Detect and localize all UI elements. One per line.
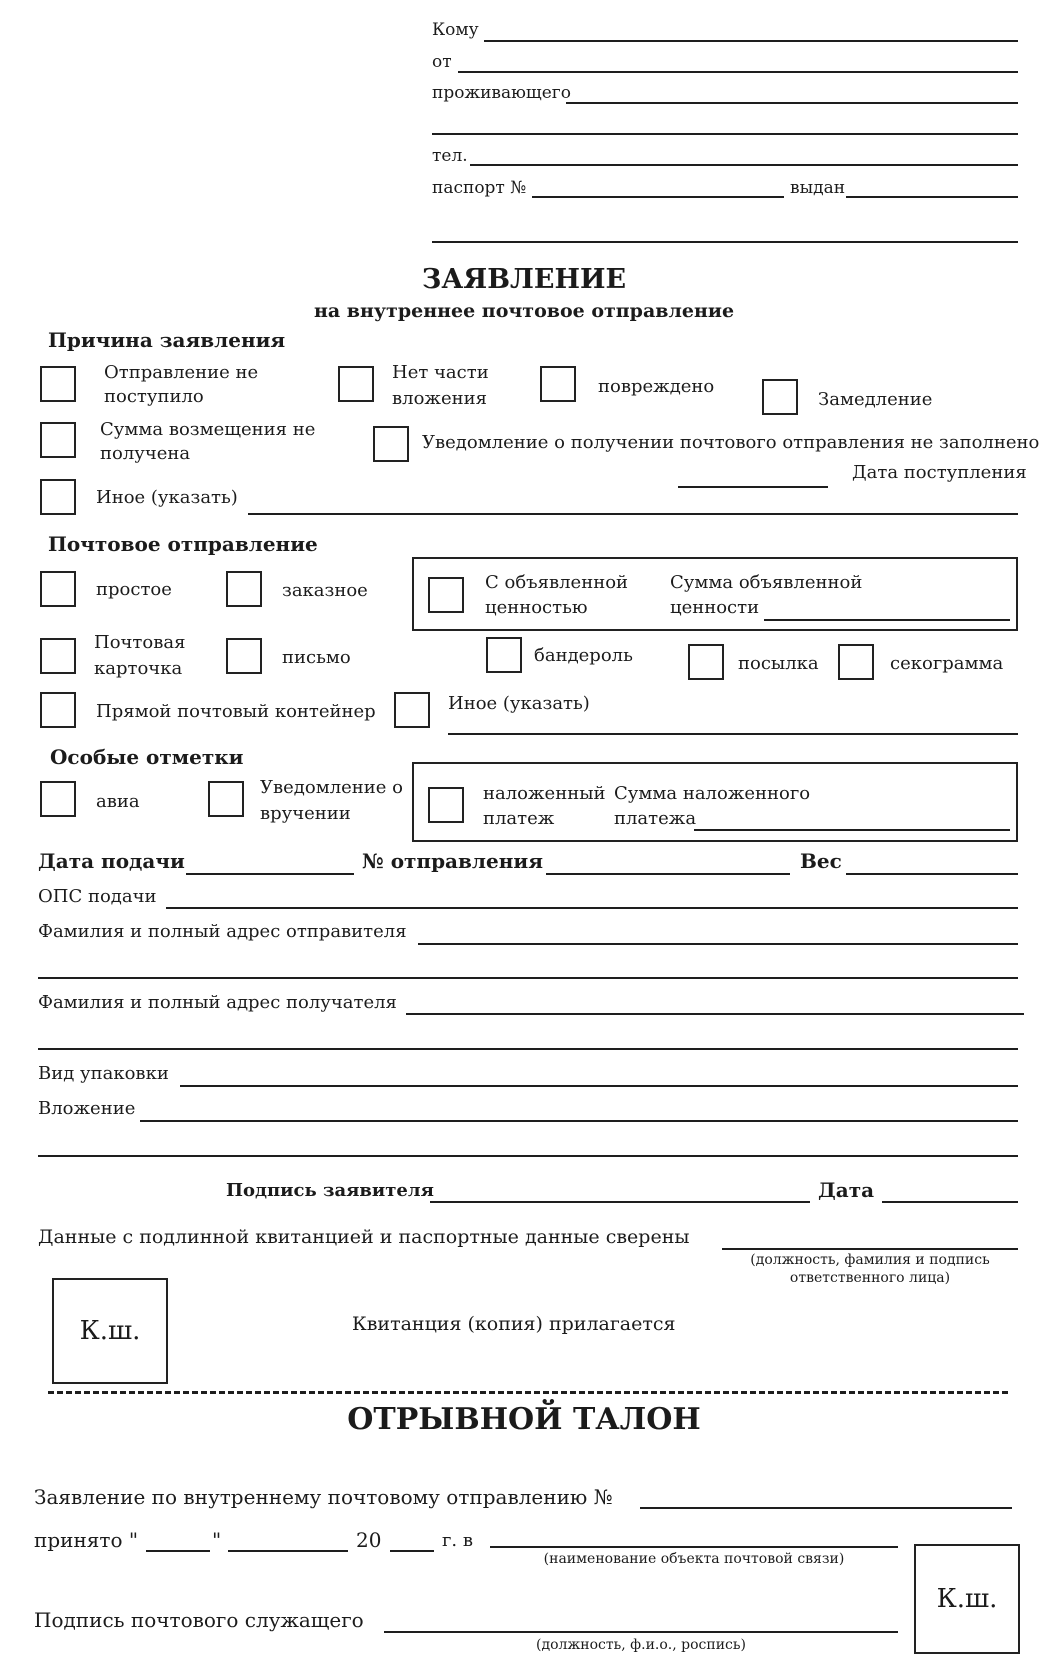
packaging-field[interactable] xyxy=(180,1085,1018,1087)
weight-label: Вес xyxy=(800,849,842,873)
parcel-label: посылка xyxy=(738,653,819,674)
declared-sum-label-line-2: ценности xyxy=(670,597,760,618)
slip-stamp-box xyxy=(914,1544,1020,1654)
cod-label-line-2: платеж xyxy=(483,808,555,829)
issued-label: выдан xyxy=(790,178,846,198)
stamp-label: К.ш. xyxy=(79,1316,141,1346)
missing-part-label-line-2: вложения xyxy=(392,388,487,409)
applicant-signature-label: Подпись заявителя xyxy=(226,1180,434,1201)
slip-day-field[interactable] xyxy=(146,1550,210,1552)
slip-signature-label: Подпись почтового служащего xyxy=(34,1608,364,1632)
phone-field[interactable] xyxy=(470,164,1018,166)
slip-accepted-label: принято " xyxy=(34,1528,139,1552)
sender-field-line-2[interactable] xyxy=(38,977,1018,979)
sender-label: Фамилия и полный адрес отправителя xyxy=(38,921,407,942)
checkbox-letter[interactable] xyxy=(226,638,262,674)
slip-year-prefix: 20 xyxy=(356,1528,382,1552)
air-label: авиа xyxy=(96,791,140,812)
passport-label: паспорт № xyxy=(432,178,527,198)
compensation-label-line-2: получена xyxy=(100,443,191,464)
weight-field[interactable] xyxy=(846,873,1018,875)
declared-value-label: С объявленной xyxy=(485,572,629,593)
cod-label: наложенный xyxy=(483,783,606,804)
declared-sum-label: Сумма объявленной xyxy=(670,572,863,593)
contents-field-line-2[interactable] xyxy=(38,1155,1018,1157)
delivery-notice-label: Уведомление о xyxy=(260,777,404,798)
checkbox-compensation[interactable] xyxy=(40,422,76,458)
recipient-label: Фамилия и полный адрес получателя xyxy=(38,992,397,1013)
from-field[interactable] xyxy=(458,71,1018,73)
checkbox-air[interactable] xyxy=(40,781,76,817)
notice-not-filled-label: Уведомление о получении почтового отправления не заполнено xyxy=(422,432,1040,453)
signature-date-field[interactable] xyxy=(882,1201,1018,1203)
to-label: Кому xyxy=(432,20,479,40)
cod-sum-label-line-2: платежа xyxy=(614,808,697,829)
registered-label: заказное xyxy=(282,580,368,601)
checkbox-postcard[interactable] xyxy=(40,638,76,674)
delivery-notice-label-line-2: вручении xyxy=(260,803,351,824)
checkbox-registered[interactable] xyxy=(226,571,262,607)
secogram-label: секограмма xyxy=(890,653,1004,674)
verified-note-line-2: ответственного лица) xyxy=(789,1270,951,1286)
checkbox-container[interactable] xyxy=(40,692,76,728)
recipient-field-line-2[interactable] xyxy=(38,1048,1018,1050)
slip-claim-number-field[interactable] xyxy=(640,1507,1012,1509)
checkbox-cod[interactable] xyxy=(428,787,464,823)
verified-note: (должность, фамилия и подпись xyxy=(750,1252,990,1268)
slip-year-suffix: г. в xyxy=(442,1530,474,1551)
form-subtitle: на внутреннее почтовое отправление xyxy=(313,300,735,322)
post-office-label: ОПС подачи xyxy=(38,886,157,907)
not-received-label: Отправление не xyxy=(104,362,259,383)
simple-label: простое xyxy=(96,579,172,600)
residing-field-line-2[interactable] xyxy=(432,133,1018,135)
checkbox-small-parcel[interactable] xyxy=(486,637,522,673)
slip-signature-field[interactable] xyxy=(384,1631,898,1633)
checkbox-not-received[interactable] xyxy=(40,366,76,402)
slip-claim-label: Заявление по внутреннему почтовому отправлению № xyxy=(34,1485,613,1509)
issued-field-line-2[interactable] xyxy=(432,241,1018,243)
residing-field[interactable] xyxy=(566,102,1018,104)
not-received-label-line-2: поступило xyxy=(104,386,204,407)
from-label: от xyxy=(432,52,452,72)
checkbox-other-reason[interactable] xyxy=(40,479,76,515)
recipient-field[interactable] xyxy=(406,1013,1024,1015)
submission-date-label: Дата подачи xyxy=(38,849,185,873)
checkbox-other-item[interactable] xyxy=(394,692,430,728)
checkbox-delay[interactable] xyxy=(762,379,798,415)
checkbox-damaged[interactable] xyxy=(540,366,576,402)
other-item-label: Иное (указать) xyxy=(448,693,590,714)
slip-signature-note: (должность, ф.и.о., роспись) xyxy=(536,1637,746,1653)
cod-sum-label: Сумма наложенного xyxy=(614,783,811,804)
checkbox-parcel[interactable] xyxy=(688,644,724,680)
declared-sum-field[interactable] xyxy=(764,619,1010,621)
postcard-label-line-2: карточка xyxy=(94,658,183,679)
other-reason-label: Иное (указать) xyxy=(96,487,238,508)
item-number-field[interactable] xyxy=(546,873,790,875)
arrival-date-field[interactable] xyxy=(678,486,828,488)
checkbox-delivery-notice[interactable] xyxy=(208,781,244,817)
contents-label: Вложение xyxy=(38,1098,136,1119)
container-label: Прямой почтовый контейнер xyxy=(96,701,376,722)
checkbox-notice-not-filled[interactable] xyxy=(373,426,409,462)
item-number-label: № отправления xyxy=(362,849,543,873)
slip-title: ОТРЫВНОЙ ТАЛОН xyxy=(347,1402,701,1437)
delay-label: Замедление xyxy=(818,389,933,410)
sender-field[interactable] xyxy=(418,943,1018,945)
slip-office-note: (наименование объекта почтовой связи) xyxy=(543,1551,845,1567)
verified-label: Данные с подлинной квитанцией и паспортные данные сверены xyxy=(38,1226,690,1248)
verified-field[interactable] xyxy=(722,1248,1018,1250)
small-parcel-label: бандероль xyxy=(534,645,633,666)
form-title: ЗАЯВЛЕНИЕ xyxy=(421,264,627,295)
checkbox-secogram[interactable] xyxy=(838,644,874,680)
passport-number-field[interactable] xyxy=(532,196,784,198)
postcard-label: Почтовая xyxy=(94,632,186,653)
slip-quote-close: " xyxy=(212,1528,222,1552)
cod-sum-field[interactable] xyxy=(694,829,1010,831)
residing-label: проживающего xyxy=(432,83,571,103)
packaging-label: Вид упаковки xyxy=(38,1063,169,1084)
checkbox-missing-part[interactable] xyxy=(338,366,374,402)
signature-date-label: Дата xyxy=(818,1178,875,1202)
damaged-label: повреждено xyxy=(598,376,715,397)
compensation-label: Сумма возмещения не xyxy=(100,419,316,440)
checkbox-declared-value[interactable] xyxy=(428,577,464,613)
applicant-signature-field[interactable] xyxy=(430,1201,810,1203)
tear-line xyxy=(48,1391,1008,1394)
item-heading: Почтовое отправление xyxy=(48,532,318,556)
contents-field[interactable] xyxy=(140,1120,1018,1122)
phone-label: тел. xyxy=(432,146,468,166)
reason-heading: Причина заявления xyxy=(48,328,286,352)
to-field[interactable] xyxy=(484,40,1018,42)
slip-office-field[interactable] xyxy=(490,1546,898,1548)
letter-label: письмо xyxy=(282,647,351,668)
marks-heading: Особые отметки xyxy=(50,745,244,769)
arrival-date-label: Дата поступления xyxy=(852,462,1027,483)
submission-date-field[interactable] xyxy=(186,873,354,875)
slip-year-field[interactable] xyxy=(390,1550,434,1552)
slip-month-field[interactable] xyxy=(228,1550,348,1552)
other-item-field[interactable] xyxy=(448,733,1018,735)
official-stamp-box xyxy=(52,1278,168,1384)
declared-value-label-line-2: ценностью xyxy=(485,597,588,618)
slip-stamp-label: К.ш. xyxy=(936,1584,998,1614)
checkbox-simple[interactable] xyxy=(40,571,76,607)
receipt-attached-note: Квитанция (копия) прилагается xyxy=(352,1313,676,1335)
issued-field[interactable] xyxy=(846,196,1018,198)
missing-part-label: Нет части xyxy=(392,362,489,383)
other-reason-field[interactable] xyxy=(248,513,1018,515)
post-office-field[interactable] xyxy=(166,907,1018,909)
